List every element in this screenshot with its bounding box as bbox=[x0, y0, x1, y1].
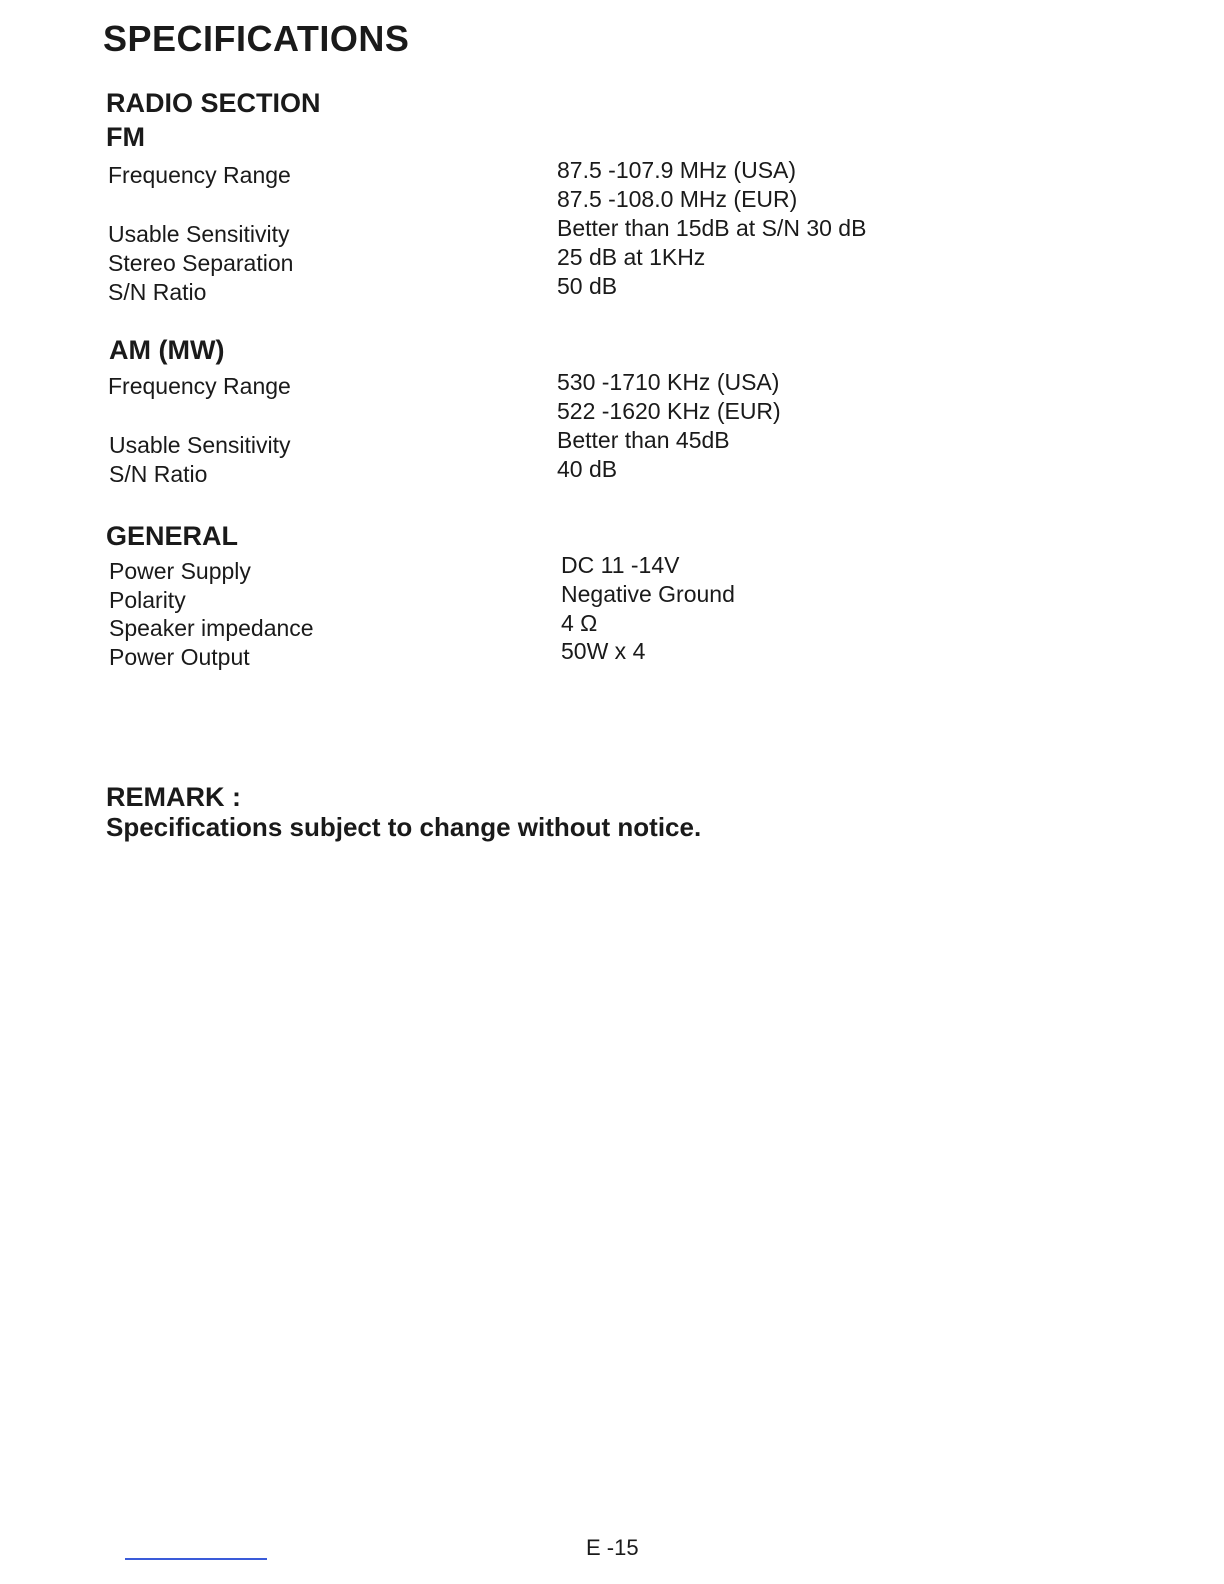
speaker-impedance-value: 4 Ω bbox=[561, 610, 598, 636]
fm-usable-sensitivity-label: Usable Sensitivity bbox=[108, 221, 290, 247]
speaker-impedance-label: Speaker impedance bbox=[109, 615, 314, 641]
am-sn-ratio-value: 40 dB bbox=[557, 456, 618, 482]
polarity-value: Negative Ground bbox=[561, 581, 735, 607]
am-frequency-range-eur-value: 522 -1620 KHz (EUR) bbox=[557, 398, 781, 424]
footer-divider bbox=[125, 1558, 267, 1560]
fm-usable-sensitivity-value: Better than 15dB at S/N 30 dB bbox=[557, 215, 867, 241]
fm-sn-ratio-value: 50 dB bbox=[557, 273, 618, 299]
polarity-label: Polarity bbox=[109, 587, 186, 613]
page-number: E -15 bbox=[586, 1535, 639, 1560]
fm-frequency-range-eur-value: 87.5 -108.0 MHz (EUR) bbox=[557, 186, 798, 212]
am-heading: AM (MW) bbox=[109, 335, 225, 365]
remark-title: REMARK : bbox=[106, 782, 241, 812]
fm-stereo-separation-label: Stereo Separation bbox=[108, 250, 294, 276]
power-output-label: Power Output bbox=[109, 644, 250, 670]
fm-frequency-range-usa-value: 87.5 -107.9 MHz (USA) bbox=[557, 157, 797, 183]
radio-section-heading: RADIO SECTION bbox=[106, 88, 321, 118]
am-frequency-range-label: Frequency Range bbox=[108, 373, 291, 399]
fm-sn-ratio-label: S/N Ratio bbox=[108, 279, 207, 305]
fm-heading: FM bbox=[106, 122, 145, 152]
power-supply-label: Power Supply bbox=[109, 558, 251, 584]
am-usable-sensitivity-label: Usable Sensitivity bbox=[109, 432, 291, 458]
power-output-value: 50W x 4 bbox=[561, 638, 646, 664]
general-heading: GENERAL bbox=[106, 521, 239, 551]
am-usable-sensitivity-value: Better than 45dB bbox=[557, 427, 730, 453]
power-supply-value: DC 11 -14V bbox=[561, 552, 680, 578]
am-sn-ratio-label: S/N Ratio bbox=[109, 461, 208, 487]
remark-text: Specifications subject to change without notice. bbox=[106, 812, 702, 842]
fm-stereo-separation-value: 25 dB at 1KHz bbox=[557, 244, 706, 270]
page-title: SPECIFICATIONS bbox=[103, 18, 410, 59]
fm-frequency-range-label: Frequency Range bbox=[108, 162, 291, 188]
am-frequency-range-usa-value: 530 -1710 KHz (USA) bbox=[557, 369, 780, 395]
